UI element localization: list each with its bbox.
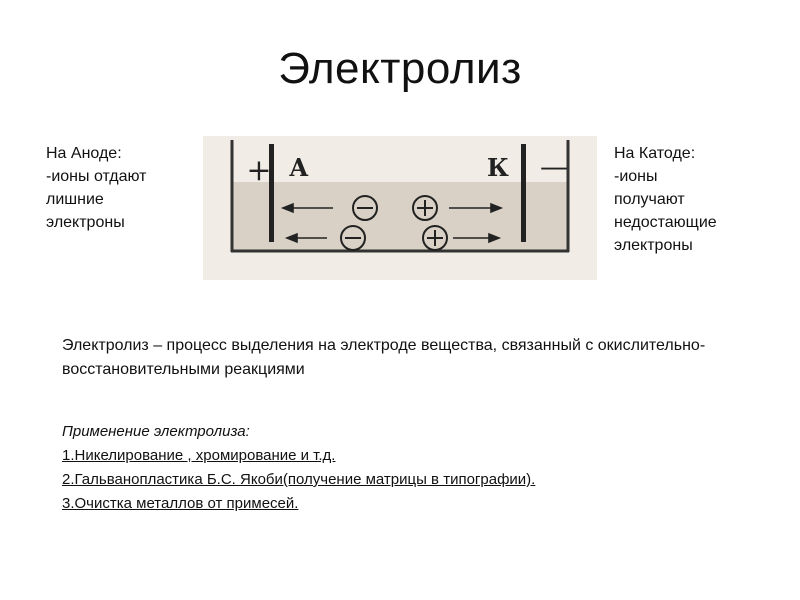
cathode-line: электроны (614, 237, 693, 254)
definition-text: Электролиз – процесс выделения на электроде вещества, связанный с окислительно-восстановительными реакциями (62, 337, 706, 378)
application-item[interactable]: 1.Никелирование , хромирование и т.д. (62, 447, 336, 464)
electrolysis-diagram (203, 136, 597, 280)
applications-heading: Применение электролиза: (62, 423, 250, 440)
anode-letter: А (289, 153, 309, 182)
application-item[interactable]: 2.Гальванопластика Б.С. Якоби(получение матрицы в типографии). (62, 471, 536, 488)
electrolyte (233, 182, 567, 250)
anode-line: На Аноде: (46, 145, 122, 162)
anode-description (46, 142, 196, 234)
cathode-line: недостающие (614, 214, 717, 231)
slide-title: Электролиз (278, 44, 522, 93)
cathode-letter: К (487, 153, 509, 182)
anode-line: -ионы отдают (46, 168, 147, 185)
cathode-line: На Катоде: (614, 145, 696, 162)
applications-list (62, 420, 762, 516)
anode-line: электроны (46, 214, 125, 231)
cathode-sign: — (540, 150, 568, 183)
cathode-electrode (521, 144, 526, 242)
cathode-line: получают (614, 191, 685, 208)
application-item[interactable]: 3.Очистка металлов от примесей. (62, 495, 299, 512)
anode-sign: + (246, 153, 272, 188)
cathode-line: -ионы (614, 168, 658, 185)
anode-line: лишние (46, 191, 104, 208)
cathode-description (614, 142, 764, 257)
